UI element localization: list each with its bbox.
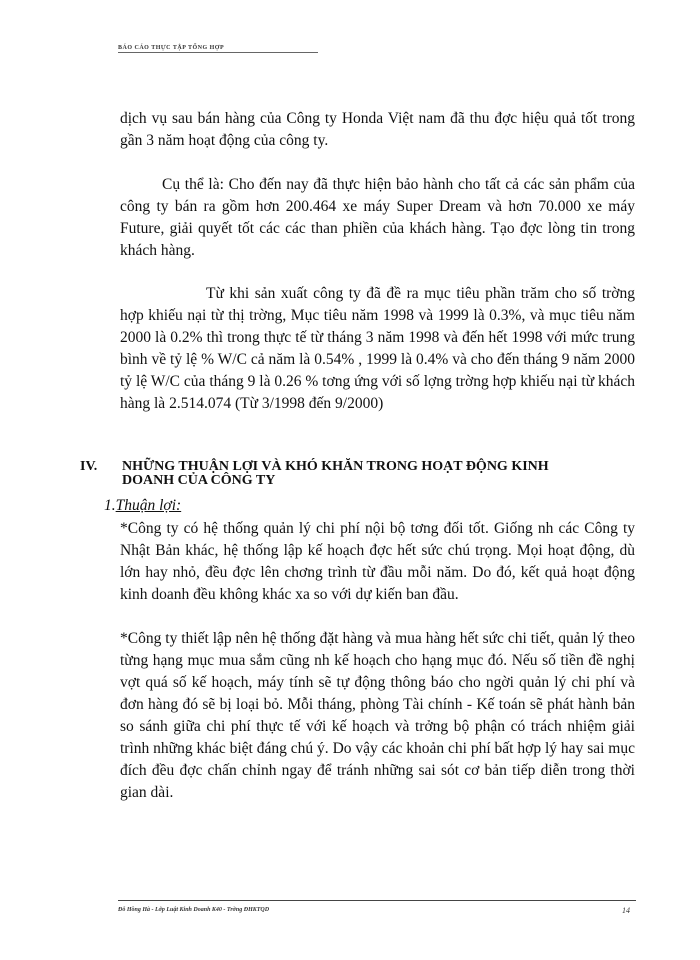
paragraph-warranty: Cụ thể là: Cho đến nay đã thực hiện bảo hành cho tất cả các sản phẩm của công ty bán ra gồm hơn 200.464 xe máy Super Dream và hơn 70.000 xe máy Future, giải quyết tốt các các than phiền của khách hàng. Tạo đợc lòng tin trong khách hàng.: [120, 176, 635, 259]
footer-author: Đỗ Hồng Hà - Lớp Luật Kinh Doanh K40 - Trờng ĐHKTQD: [118, 907, 270, 913]
running-header: BÁO CÁO THỰC TẬP TỔNG HỢP: [118, 44, 318, 53]
section-title-line1: NHỮNG THUẬN LỢI VÀ KHÓ KHĂN TRONG HOẠT ĐỘNG KINH: [122, 459, 549, 474]
subsection-number: 1.: [104, 497, 116, 514]
section-number: IV.: [80, 459, 98, 474]
bullet-cost-management: *Công ty có hệ thống quản lý chi phí nội bộ tơng đối tốt. Giống nh các Công ty Nhật Bản khác, hệ thống lập kế hoạch đợc hết sức chú trọng. Mọi hoạt động, dù lớn hay nhỏ, đều đợc lên chơng trình từ đầu mỗi năm. Do đó, kết quả hoạt động kinh doanh đều không khác xa so với dự kiến ban đầu.: [120, 520, 635, 603]
page-number: 14: [622, 906, 630, 915]
subsection-title: Thuận lợi:: [115, 497, 182, 514]
footer-divider: [118, 900, 636, 901]
paragraph-continuation: dịch vụ sau bán hàng của Công ty Honda Việt nam đã thu đợc hiệu quả tốt trong gần 3 năm hoạt động của công ty.: [120, 110, 635, 149]
section-title-line2: DOANH CỦA CÔNG TY: [122, 473, 276, 488]
paragraph-complaints: Từ khi sản xuất công ty đã đề ra mục tiêu phần trăm cho số trờng hợp khiếu nại từ thị trờng, Mục tiêu năm 1998 và 1999 là 0.3%, và mục tiêu năm 2000 là 0.2% thì trong thực tế từ tháng 3 năm 1998 và đến hết 1998 với mức trung bình về tỷ lệ % W/C cả năm là 0.54% , 1999 là 0.4% và cho đến tháng 9 năm 2000 tỷ lệ W/C của tháng 9 là 0.26 % tơng ứng với số lợng trờng hợp khiếu nại từ khách hàng là 2.514.074 (Từ 3/1998 đến 9/2000): [120, 285, 635, 412]
bullet-ordering-system: *Công ty thiết lập nên hệ thống đặt hàng và mua hàng hết sức chi tiết, quản lý theo từng hạng mục mua sắm cũng nh kế hoạch cho hạng mục đó. Nếu số tiền đề nghị vợt quá số kế hoạch, máy tính sẽ tự động thông báo cho ngời quản lý chi phí và đơn hàng đó sẽ bị loại bỏ. Mỗi tháng, phòng Tài chính - Kế toán sẽ phát hành bản so sánh giữa chi phí thực tế với kế hoạch và trởng bộ phận có trách nhiệm giải trình những khác biệt đáng chú ý. Do vậy các khoản chi phí bất hợp lý hay sai mục đích đều đợc chấn chỉnh ngay để tránh những sai sót cơ bản tiếp diễn trong thời gian dài.: [120, 630, 635, 801]
subsection-heading: [104, 497, 181, 515]
